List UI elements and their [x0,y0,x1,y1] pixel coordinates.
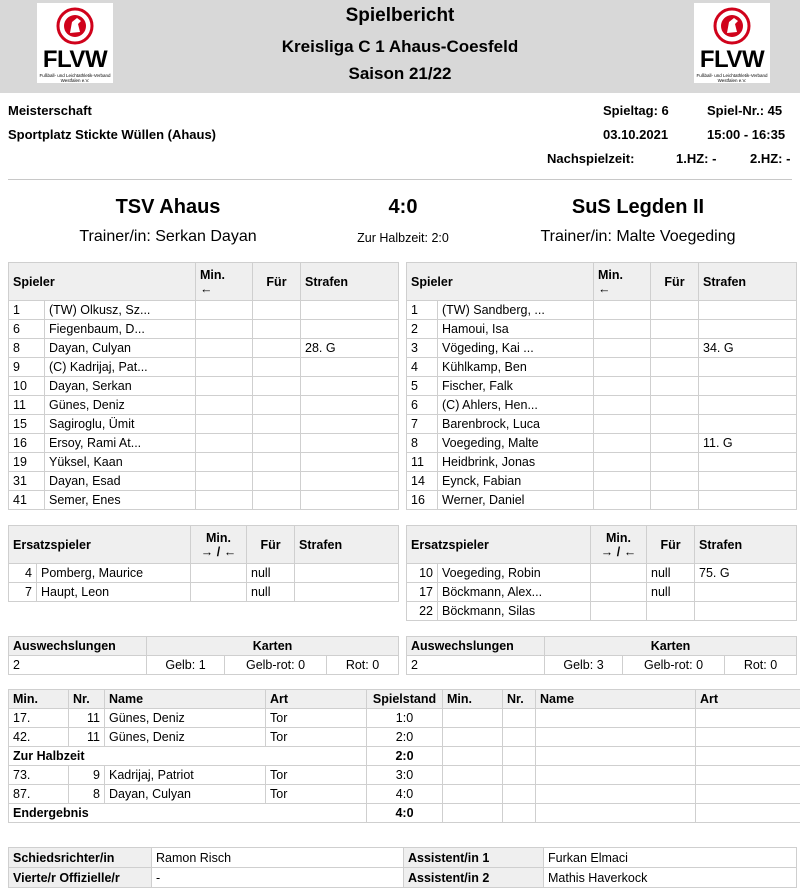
away-event-cell [443,709,503,728]
player-number: 8 [9,339,45,358]
player-number: 1 [9,301,45,320]
player-penalty: 34. G [699,339,797,358]
player-sub-minute [594,320,651,339]
assistant1-name: Furkan Elmaci [544,848,797,868]
player-name: Hamoui, Isa [438,320,594,339]
player-row [407,301,797,320]
col-penalties: Strafen [295,526,399,564]
player-row [407,377,797,396]
player-sub-minute [196,320,253,339]
player-sub-minute [196,339,253,358]
player-name: (C) Ahlers, Hen... [438,396,594,415]
player-penalty [301,396,399,415]
sub-penalty [695,583,797,602]
player-penalty [699,358,797,377]
event-label: Zur Halbzeit [9,747,367,766]
away-yellow-cards: Gelb: 3 [545,656,623,675]
player-row [407,320,797,339]
sub-number: 17 [407,583,438,602]
extra-time-second-half: 2.HZ: - [750,151,791,166]
player-name: Dayan, Esad [45,472,196,491]
player-penalty [699,491,797,510]
event-row [9,766,800,785]
away-event-cell [536,766,696,785]
event-player-name: Kadrijaj, Patriot [105,766,266,785]
away-event-cell [503,804,536,823]
report-header [0,0,800,93]
player-number: 10 [9,377,45,396]
player-for [253,396,301,415]
away-event-cell [696,766,800,785]
matchday: Spieltag: 6 [603,103,669,118]
sub-for: null [647,564,695,583]
player-sub-minute [196,377,253,396]
player-for [253,377,301,396]
logo-text: FLVW [42,46,108,73]
col-sub-player: Ersatzspieler [9,526,191,564]
sub-penalty [295,564,399,583]
player-sub-minute [196,491,253,510]
player-number: 2 [407,320,438,339]
player-for [253,434,301,453]
player-penalty [301,320,399,339]
away-event-cell [443,766,503,785]
logo-subtext: Fußball- und Leichtathletik-Verband Westfalen e.V. [696,73,768,83]
away-subs-count: 2 [407,656,545,675]
substitute-row [9,583,399,602]
player-row [407,453,797,472]
player-for [253,339,301,358]
match-date: 03.10.2021 [603,127,669,142]
substitute-row [407,602,797,621]
player-number: 3 [407,339,438,358]
player-row [9,472,399,491]
player-name: Dayan, Culyan [45,339,196,358]
player-name: Fischer, Falk [438,377,594,396]
fourth-official-name: - [152,868,404,888]
player-row [9,358,399,377]
player-sub-minute [196,472,253,491]
col-min-away: Min. [443,690,503,709]
player-penalty [301,453,399,472]
substitute-row [407,564,797,583]
player-row [9,491,399,510]
sub-penalty [295,583,399,602]
event-score: 1:0 [367,709,443,728]
away-event-cell [503,766,536,785]
player-sub-minute [594,396,651,415]
sub-for: null [647,583,695,602]
player-sub-minute [594,434,651,453]
player-row [9,320,399,339]
player-penalty [699,453,797,472]
halftime-score: Zur Halbzeit: 2:0 [357,231,449,245]
event-row [9,804,800,823]
officials-table [8,847,797,888]
away-event-cell [503,709,536,728]
sub-number: 22 [407,602,438,621]
player-penalty [699,320,797,339]
event-score: 4:0 [367,804,443,823]
player-penalty [699,415,797,434]
player-for [253,453,301,472]
event-player-name: Dayan, Culyan [105,785,266,804]
event-type: Tor [266,728,367,747]
player-for [253,472,301,491]
player-penalty [301,434,399,453]
player-number: 1 [407,301,438,320]
player-number: 11 [407,453,438,472]
away-event-cell [503,728,536,747]
col-penalties: Strafen [699,263,797,301]
venue: Sportplatz Stickte Wüllen (Ahaus) [8,127,217,142]
away-event-cell [536,785,696,804]
col-sub-player: Ersatzspieler [407,526,591,564]
player-row [9,301,399,320]
away-event-cell [696,785,800,804]
sub-minute [191,583,247,602]
sub-number: 4 [9,564,37,583]
divider [8,179,792,180]
player-row [9,377,399,396]
extra-time-label: Nachspielzeit: [547,151,635,166]
player-row [407,358,797,377]
event-score: 4:0 [367,785,443,804]
player-sub-minute [196,301,253,320]
sub-name: Pomberg, Maurice [37,564,191,583]
home-subs-count: 2 [9,656,147,675]
player-row [407,472,797,491]
col-penalties: Strafen [695,526,797,564]
away-subs-table [406,525,797,621]
player-name: Fiegenbaum, D... [45,320,196,339]
player-sub-minute [594,415,651,434]
player-penalty [301,491,399,510]
player-row [9,339,399,358]
sub-number: 10 [407,564,438,583]
col-for: Für [247,526,295,564]
player-for [651,339,699,358]
sub-for: null [247,583,295,602]
away-event-cell [536,709,696,728]
player-for [651,396,699,415]
event-minute: 42. [9,728,69,747]
away-team-name: SuS Legden II [571,196,705,218]
col-player: Spieler [9,263,196,301]
player-penalty [699,377,797,396]
match-time: 15:00 - 16:35 [707,127,786,142]
player-for [651,301,699,320]
player-row [9,415,399,434]
player-name: (C) Kadrijaj, Pat... [45,358,196,377]
player-row [9,434,399,453]
player-name: (TW) Olkusz, Sz... [45,301,196,320]
player-for [253,358,301,377]
sub-name: Haupt, Leon [37,583,191,602]
player-number: 41 [9,491,45,510]
away-event-cell [503,785,536,804]
home-lineup-table [8,262,399,510]
event-label: Endergebnis [9,804,367,823]
player-number: 8 [407,434,438,453]
player-penalty [699,301,797,320]
event-score: 2:0 [367,728,443,747]
league-name: Kreisliga C 1 Ahaus-Coesfeld [281,37,519,56]
col-min: Min. ← [594,263,651,301]
home-summary-table [8,636,399,675]
away-event-cell [536,804,696,823]
event-minute: 17. [9,709,69,728]
subs-count-header: Auswechslungen [9,637,147,656]
assistant1-label: Assistent/in 1 [404,848,544,868]
player-name: Vögeding, Kai ... [438,339,594,358]
away-red-cards: Rot: 0 [725,656,797,675]
sub-minute [591,602,647,621]
event-minute: 87. [9,785,69,804]
player-number: 7 [407,415,438,434]
sub-penalty [695,602,797,621]
player-sub-minute [196,434,253,453]
player-row [407,434,797,453]
player-for [651,434,699,453]
player-row [407,491,797,510]
away-lineup-table [406,262,797,510]
col-for: Für [651,263,699,301]
player-row [407,339,797,358]
home-yellow-cards: Gelb: 1 [147,656,225,675]
player-number: 19 [9,453,45,472]
col-no-away: Nr. [503,690,536,709]
match-events-table [8,689,800,823]
event-player-number: 8 [69,785,105,804]
away-event-cell [443,747,503,766]
player-sub-minute [594,358,651,377]
event-row [9,785,800,804]
player-for [651,377,699,396]
player-for [651,358,699,377]
player-for [651,472,699,491]
player-for [651,491,699,510]
player-row [9,453,399,472]
player-sub-minute [196,396,253,415]
col-score: Spielstand [367,690,443,709]
player-penalty: 11. G [699,434,797,453]
player-for [253,320,301,339]
away-event-cell [696,728,800,747]
player-name: Barenbrock, Luca [438,415,594,434]
event-minute: 73. [9,766,69,785]
away-event-cell [443,728,503,747]
player-penalty [301,415,399,434]
col-min: Min. → / ← [591,526,647,564]
final-score: 4:0 [388,196,418,218]
player-for [253,491,301,510]
player-for [651,415,699,434]
event-player-name: Günes, Deniz [105,709,266,728]
col-penalties: Strafen [301,263,399,301]
event-player-name: Günes, Deniz [105,728,266,747]
sub-number: 7 [9,583,37,602]
event-player-number: 9 [69,766,105,785]
substitute-row [407,583,797,602]
player-sub-minute [594,472,651,491]
player-number: 15 [9,415,45,434]
fourth-official-label: Vierte/r Offizielle/r [9,868,152,888]
col-name: Name [105,690,266,709]
player-sub-minute [196,358,253,377]
player-row [407,415,797,434]
player-sub-minute [594,339,651,358]
player-penalty [301,377,399,396]
home-red-cards: Rot: 0 [327,656,399,675]
away-yellowred-cards: Gelb-rot: 0 [623,656,725,675]
col-min: Min. → / ← [191,526,247,564]
report-title: Spielbericht [345,5,455,26]
sub-minute [591,564,647,583]
player-row [9,396,399,415]
player-penalty [699,472,797,491]
away-event-cell [443,804,503,823]
col-no: Nr. [69,690,105,709]
player-name: (TW) Sandberg, ... [438,301,594,320]
sub-minute [591,583,647,602]
logo-subtext: Fußball- und Leichtathletik-Verband Westfalen e.V. [39,73,111,83]
event-player-number: 11 [69,709,105,728]
player-name: Kühlkamp, Ben [438,358,594,377]
player-number: 16 [9,434,45,453]
player-name: Heidbrink, Jonas [438,453,594,472]
player-number: 16 [407,491,438,510]
event-row [9,709,800,728]
player-penalty: 28. G [301,339,399,358]
event-type: Tor [266,785,367,804]
event-type: Tor [266,709,367,728]
event-row [9,747,800,766]
player-number: 5 [407,377,438,396]
sub-name: Böckmann, Alex... [438,583,591,602]
event-row [9,728,800,747]
player-sub-minute [594,377,651,396]
col-for: Für [253,263,301,301]
col-min: Min. [9,690,69,709]
player-name: Sagiroglu, Ümit [45,415,196,434]
cards-header: Karten [545,637,797,656]
home-trainer: Trainer/in: Serkan Dayan [79,228,257,245]
player-name: Günes, Deniz [45,396,196,415]
home-yellowred-cards: Gelb-rot: 0 [225,656,327,675]
player-sub-minute [594,453,651,472]
sub-name: Voegeding, Robin [438,564,591,583]
player-name: Dayan, Serkan [45,377,196,396]
cards-header: Karten [147,637,399,656]
away-event-cell [443,785,503,804]
assistant2-name: Mathis Haverkock [544,868,797,888]
player-number: 14 [407,472,438,491]
player-name: Eynck, Fabian [438,472,594,491]
player-number: 31 [9,472,45,491]
referee-label: Schiedsrichter/in [9,848,152,868]
assistant2-label: Assistent/in 2 [404,868,544,888]
player-number: 6 [407,396,438,415]
player-for [253,415,301,434]
player-name: Ersoy, Rami At... [45,434,196,453]
competition-type: Meisterschaft [8,103,92,118]
event-score: 3:0 [367,766,443,785]
col-name-away: Name [536,690,696,709]
away-event-cell [536,728,696,747]
player-number: 4 [407,358,438,377]
away-trainer: Trainer/in: Malte Voegeding [540,228,736,245]
player-sub-minute [196,415,253,434]
player-penalty [301,301,399,320]
player-name: Semer, Enes [45,491,196,510]
player-name: Yüksel, Kaan [45,453,196,472]
player-sub-minute [196,453,253,472]
away-event-cell [696,747,800,766]
extra-time-first-half: 1.HZ: - [676,151,717,166]
player-number: 11 [9,396,45,415]
sub-for: null [247,564,295,583]
season-label: Saison 21/22 [348,64,452,83]
away-event-cell [696,709,800,728]
home-team-name: TSV Ahaus [115,196,221,218]
away-summary-table [406,636,797,675]
home-subs-table [8,525,399,602]
player-sub-minute [594,491,651,510]
player-penalty [699,396,797,415]
player-penalty [301,358,399,377]
player-number: 6 [9,320,45,339]
col-min: Min. ← [196,263,253,301]
player-for [253,301,301,320]
col-type: Art [266,690,367,709]
away-event-cell [503,747,536,766]
col-type-away: Art [696,690,800,709]
referee-name: Ramon Risch [152,848,404,868]
player-sub-minute [594,301,651,320]
player-for [651,320,699,339]
sub-name: Böckmann, Silas [438,602,591,621]
away-event-cell [696,804,800,823]
sub-for [647,602,695,621]
sub-penalty: 75. G [695,564,797,583]
match-number: Spiel-Nr.: 45 [707,103,783,118]
event-type: Tor [266,766,367,785]
player-row [407,396,797,415]
subs-count-header: Auswechslungen [407,637,545,656]
logo-text: FLVW [699,46,765,73]
col-for: Für [647,526,695,564]
event-player-number: 11 [69,728,105,747]
away-event-cell [536,747,696,766]
player-penalty [301,472,399,491]
sub-minute [191,564,247,583]
player-name: Werner, Daniel [438,491,594,510]
col-player: Spieler [407,263,594,301]
player-for [651,453,699,472]
player-number: 9 [9,358,45,377]
event-score: 2:0 [367,747,443,766]
player-name: Voegeding, Malte [438,434,594,453]
substitute-row [9,564,399,583]
